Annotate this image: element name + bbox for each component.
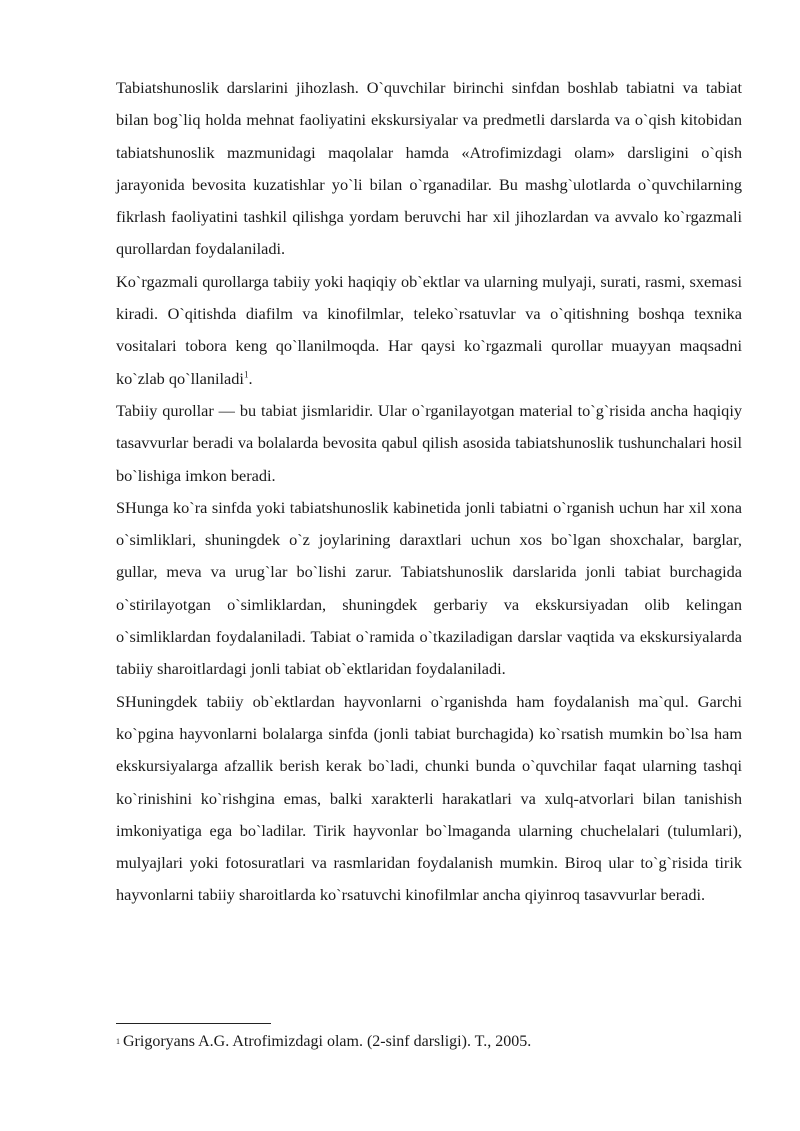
paragraph-2-period: . <box>248 368 253 388</box>
paragraph-3: Tabiiy qurollar — bu tabiat jismlaridir. Ular o`rganilayotgan material to`g`risida ancha haqiqiy tasavvurlar beradi va bolalarda bevosita qabul qilish asosida tabiatshunoslik tushunchalari hosil bo`lishiga imkon beradi. <box>116 400 742 485</box>
paragraph-5: SHuningdek tabiiy ob`ektlardan hayvonlarni o`rganishda ham foydalanish ma`qul. Garchi ko`pgina hayvonlarni bolalarga sinfda (jonli tabiat burchagida) ko`rsatish mumkin bo`lsa ham ekskursiyalarga afzallik berish kerak bo`ladi, chunki bunda o`quvchilar faqat ularning tashqi ko`rinishini ko`rishgina emas, balki xarakterli harakatlari va xulq-atvorlari bilan tanishish imkoniyatiga ega bo`ladilar. Tirik hayvonlar bo`lmaganda ularning chuchelalari (tulumlari), mulyajlari yoki fotosuratlari va rasmlaridan foydalanish mumkin. Biroq ular to`g`risida tirik hayvonlarni tabiiy sharoitlarda ko`rsatuvchi kinofilmlar ancha qiyinroq tasavvurlar beradi. <box>116 691 742 905</box>
footnote-divider <box>116 1023 271 1024</box>
paragraph-2-text: Ko`rgazmali qurollarga tabiiy yoki haqiqiy ob`ektlar va ularning mulyaji, surati, rasmi, sxemasi kiradi. O`qitishda diafilm va kinofilmlar, teleko`rsatuvlar va o`qitishning boshqa texnika vositalari tobora keng qo`llanilmoqda. Har qaysi ko`rgazmali qurollar muayyan maqsadni ko`zlab qo`llaniladi <box>116 271 742 388</box>
document-body <box>116 72 742 912</box>
paragraph-1: Tabiatshunoslik darslarini jihozlash. O`quvchilar birinchi sinfdan boshlab tabiatni va tabiat bilan bog`liq holda mehnat faoliyatini ekskursiyalar va predmetli darslarda va o`qish kitobidan tabiatshunoslik mazmunidagi maqolalar hamda «Atrofimizdagi olam» darsligini o`qish jarayonida bevosita kuzatishlar yo`li bilan o`rganadilar. Bu mashg`ulotlarda o`quvchilarning fikrlash faoliyatini tashkil qilishga yordam beruvchi har xil jihozlardan va avvalo ko`rgazmali qurollardan foydalaniladi. <box>116 78 742 259</box>
paragraph-2 <box>116 266 742 395</box>
footnote <box>116 1030 742 1054</box>
footnote-reference[interactable]: 1 <box>243 369 249 380</box>
footnote-mark: 1 <box>116 1037 120 1047</box>
footnote-text: Grigoryans A.G. Atrofimizdagi olam. (2-sinf darsligi). T., 2005. <box>123 1033 532 1050</box>
paragraph-4: SHunga ko`ra sinfda yoki tabiatshunoslik kabinetida jonli tabiatni o`rganish uchun har xil xona o`simliklari, shuningdek o`z joylarining daraxtlari uchun xos bo`lgan shoxchalar, barglar, gullar, meva va urug`lar bo`lishi zarur. Tabiatshunoslik darslarida jonli tabiat burchagida o`stirilayotgan o`simliklardan, shuningdek gerbariy va ekskursiyadan olib kelingan o`simliklardan foydalaniladi. Tabiat o`ramida o`tkaziladigan darslar vaqtida va ekskursiyalarda tabiiy sharoitlardagi jonli tabiat ob`ektlaridan foydalaniladi. <box>116 497 742 679</box>
